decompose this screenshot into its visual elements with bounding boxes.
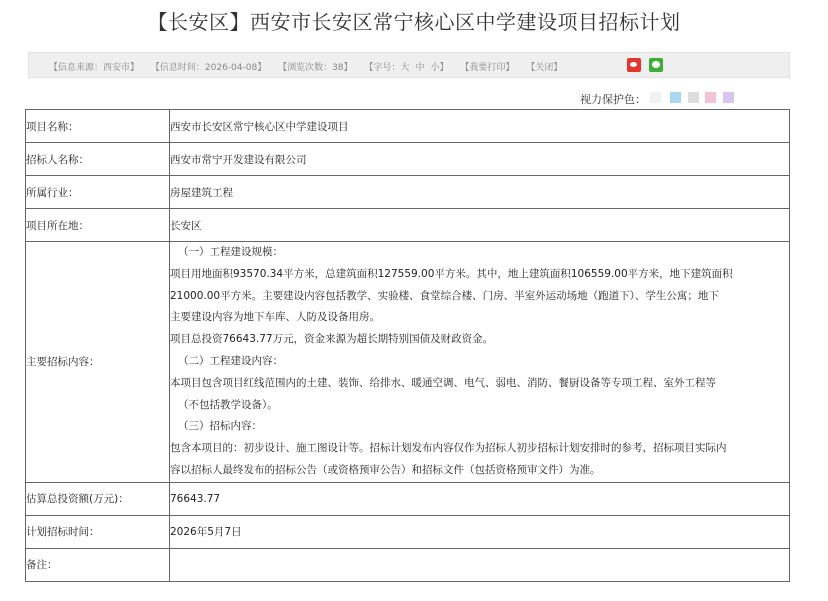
row-label: 招标人名称： bbox=[26, 143, 170, 176]
table-row bbox=[26, 482, 790, 515]
content-line: 主要建设内容为地下车库、人防及设备用房。 bbox=[170, 311, 380, 324]
content-line: 21000.00平方米。主要建设内容包括教学、实验楼、食堂综合楼、门房、半室外运动场地（跑道下）、学生公寓；地下 bbox=[170, 289, 719, 302]
project-info-table bbox=[25, 109, 790, 582]
content-line: （二）工程建设内容： bbox=[178, 354, 283, 367]
eyecare-swatch-4[interactable] bbox=[705, 92, 716, 103]
info-time: 【信息时间：2026-04-08】 bbox=[150, 63, 267, 73]
remarks-value bbox=[170, 548, 790, 581]
content-line: （不包括教学设备）。 bbox=[178, 398, 278, 411]
table-row bbox=[26, 515, 790, 548]
font-size-close: 】 bbox=[439, 63, 449, 73]
font-size-label: 【字号： bbox=[364, 63, 401, 73]
content-line: 项目用地面积93570.34平方米，总建筑面积127559.00平方米。其中，地上建筑面积106559.00平方米，地下建筑面积 bbox=[170, 267, 733, 280]
row-label: 项目名称： bbox=[26, 110, 170, 143]
location-value: 长安区 bbox=[170, 209, 790, 242]
info-bar bbox=[28, 52, 790, 78]
table-row bbox=[26, 242, 790, 483]
print-link[interactable]: 【我要打印】 bbox=[460, 63, 515, 73]
font-size-control bbox=[364, 63, 448, 73]
main-content-cell bbox=[170, 242, 790, 483]
table-row bbox=[26, 176, 790, 209]
eyecare-swatch-2[interactable] bbox=[670, 92, 681, 103]
content-line: 项目总投资76643.77万元，资金来源为超长期特别国债及财政资金。 bbox=[170, 333, 494, 346]
row-label: 所属行业： bbox=[26, 176, 170, 209]
content-line: 容以招标人最终发布的招标公告（或资格预审公告）和招标文件（包括资格预审文件）为准。 bbox=[170, 463, 601, 476]
row-label: 计划招标时间： bbox=[26, 515, 170, 548]
row-label: 项目所在地： bbox=[26, 209, 170, 242]
eyecare-swatch-5[interactable] bbox=[723, 92, 734, 103]
content-line: （三）招标内容： bbox=[178, 420, 262, 433]
content-line: （一）工程建设规模： bbox=[178, 246, 283, 258]
table-row bbox=[26, 110, 790, 143]
table-row bbox=[26, 548, 790, 581]
font-medium-link[interactable]: 中 bbox=[415, 63, 425, 73]
project-name-value: 西安市长安区常宁核心区中学建设项目 bbox=[170, 110, 790, 143]
font-large-link[interactable]: 大 bbox=[400, 63, 410, 73]
eyecare-swatch-1[interactable] bbox=[650, 92, 661, 103]
row-label: 备注： bbox=[26, 548, 170, 581]
content-line: 本项目包含项目红线范围内的土建、装饰、给排水、暖通空调、电气、弱电、消防、餐厨设备等专项工程、室外工程等 bbox=[170, 376, 716, 389]
info-source: 【信息来源：西安市】 bbox=[49, 63, 140, 73]
wechat-icon[interactable] bbox=[649, 58, 663, 72]
page-title: 【长安区】西安市长安区常宁核心区中学建设项目招标计划 bbox=[147, 10, 681, 34]
investment-value: 76643.77 bbox=[170, 482, 790, 515]
industry-value: 房屋建筑工程 bbox=[170, 176, 790, 209]
font-small-link[interactable]: 小 bbox=[430, 63, 440, 73]
row-label: 主要招标内容： bbox=[26, 242, 170, 483]
weibo-icon[interactable] bbox=[627, 58, 641, 72]
row-label: 估算总投资额(万元)： bbox=[26, 482, 170, 515]
tenderer-value: 西安市常宁开发建设有限公司 bbox=[170, 143, 790, 176]
planned-date-value: 2026年5月7日 bbox=[170, 515, 790, 548]
eyecare-swatch-3[interactable] bbox=[688, 92, 699, 103]
content-line: 包含本项目的：初步设计、施工图设计等。招标计划发布内容仅作为招标人初步招标计划安排时的参考，招标项目实际内 bbox=[170, 442, 727, 455]
eyecare-label: 视力保护色： bbox=[580, 93, 646, 106]
table-row bbox=[26, 209, 790, 242]
table-row bbox=[26, 143, 790, 176]
close-link[interactable]: 【关闭】 bbox=[526, 63, 563, 73]
info-views: 【浏览次数：38】 bbox=[278, 63, 353, 73]
